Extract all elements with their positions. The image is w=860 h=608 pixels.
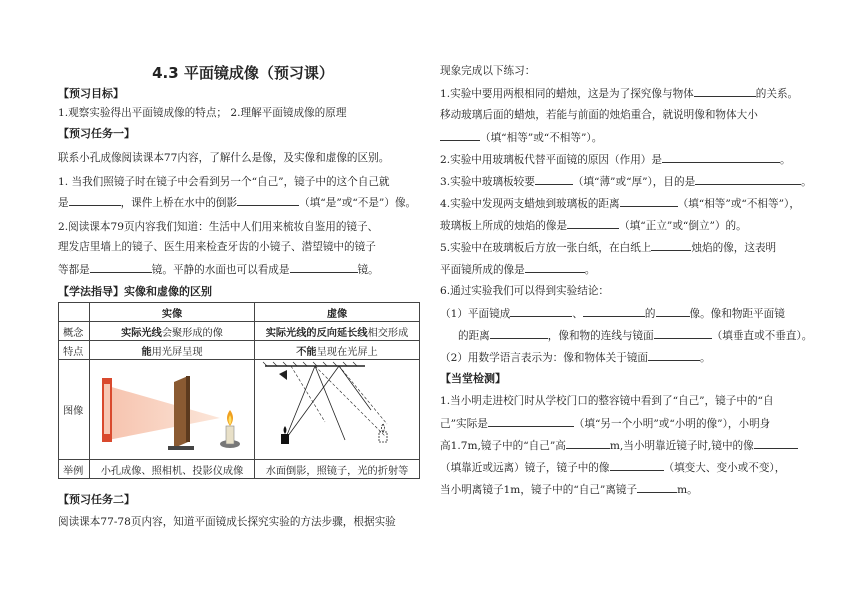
- row-label-image: 图像: [59, 360, 90, 460]
- mirror-reflection-illustration: [255, 360, 419, 456]
- feature-real: 能用光屏呈现: [90, 341, 255, 360]
- q2-text-2: 镜。平静的水面也可以看成是: [151, 264, 290, 276]
- q1-text-2: ，课件上桥在水中的倒影: [120, 197, 238, 209]
- conclusion-2: （2）用数学语言表示为：像和物体关于镜面 。: [440, 352, 711, 364]
- real-virtual-table: [58, 302, 420, 479]
- goal-heading: 【预习目标】: [58, 87, 124, 100]
- q1-text-3: （填“是”或“不是”）像。: [299, 197, 417, 209]
- example-virtual: 水面倒影，照镜子，光的折射等: [255, 460, 420, 479]
- question-2-line-1: 2.阅读课本79页内容我们知道：生活中人们用来梳妆自鉴用的镜子、: [58, 221, 379, 233]
- question-1-line-2: [58, 195, 416, 210]
- pinhole-projection-illustration: [90, 360, 254, 456]
- exercise-1-line-1: 1.实验中要用两根相同的蜡烛，这是为了探究像与物体 的关系。: [440, 88, 799, 100]
- exercise-4-line-2: 玻璃板上所成的烛焰的像是 （填“正立”或“倒立”）的。: [440, 220, 747, 232]
- table-row: [59, 341, 420, 360]
- answer-blank[interactable]: [90, 262, 152, 273]
- answer-blank[interactable]: [583, 306, 645, 317]
- page-title: 4.3 平面镜成像（预习课）: [152, 64, 334, 82]
- virtual-image-figure: [255, 360, 420, 460]
- answer-blank[interactable]: [566, 438, 610, 449]
- exercise-1-line-3: （填“相等”或“不相等”）。: [440, 130, 602, 145]
- concept-real: 实际光线会聚形成的像: [90, 322, 255, 341]
- task1-heading: 【预习任务一】: [58, 127, 135, 140]
- conclusion-1-line-2: 的距离 ，像和物的连线与镜面 （填垂直或不垂直）。: [458, 330, 813, 342]
- exercise-6: 6.通过实验我们可以得到实验结论：: [440, 285, 610, 297]
- task1-intro: 联系小孔成像阅读课本77内容，了解什么是像，及实像和虚像的区别。: [58, 152, 390, 164]
- check-1-line-4: （填靠近或远离）镜子，镜子中的像 （填变大、变小或不变），: [440, 462, 786, 474]
- answer-blank[interactable]: [637, 482, 677, 493]
- answer-blank[interactable]: [567, 218, 619, 229]
- concept-virtual: 实际光线的反向延长线相交形成: [255, 322, 420, 341]
- check-1-line-5: 当小明离镜子1m，镜子中的“自己”离镜子 m。: [440, 484, 698, 496]
- row-label-example: 举例: [59, 460, 90, 479]
- header-real: 实像: [90, 303, 255, 322]
- answer-blank[interactable]: [535, 174, 573, 185]
- feature-virtual: 不能呈现在光屏上: [255, 341, 420, 360]
- exercise-5-line-2: 平面镜所成的像是 。: [440, 264, 596, 276]
- table-row: [59, 303, 420, 322]
- q2-text-1: 等都是: [58, 264, 90, 276]
- answer-blank[interactable]: [620, 196, 678, 207]
- question-1-line-1: 1. 当我们照镜子时在镜子中会看到另一个“自己”，镜子中的这个自己就: [58, 176, 390, 188]
- answer-blank[interactable]: [237, 195, 299, 206]
- example-real: 小孔成像、照相机、投影仪成像: [90, 460, 255, 479]
- exercise-1-line-2: 移动玻璃后面的蜡烛，若能与前面的烛焰重合，就说明像和物体大小: [440, 109, 758, 121]
- q2-text-3: 镜。: [357, 264, 379, 276]
- answer-blank[interactable]: [654, 328, 712, 339]
- answer-blank[interactable]: [651, 240, 691, 251]
- conclusion-1-line-1: （1）平面镜成 、 的 像。像和物距平面镜: [440, 308, 785, 320]
- answer-blank[interactable]: [662, 152, 780, 163]
- real-image-figure: [90, 360, 255, 460]
- exercise-2: 2.实验中用玻璃板代替平面镜的原因（作用）是 。: [440, 154, 791, 166]
- row-label-concept: 概念: [59, 322, 90, 341]
- answer-blank[interactable]: [510, 306, 572, 317]
- answer-blank[interactable]: [290, 262, 358, 273]
- task2-heading: 【预习任务二】: [58, 493, 135, 506]
- question-2-line-2: 理发店里墙上的镜子、医生用来检查牙齿的小镜子、潜望镜中的镜子: [58, 241, 376, 253]
- table-row: [59, 322, 420, 341]
- answer-blank[interactable]: [694, 86, 756, 97]
- check-1-line-1: 1.当小明走进校门时从学校门口的整容镜中看到了“自己”，镜子中的“自: [440, 395, 774, 407]
- table-row: [59, 460, 420, 479]
- check-1-line-2: 己”实际是 （填“另一个小明”或“小明的像”），小明身: [440, 418, 771, 430]
- answer-blank[interactable]: [490, 328, 548, 339]
- guide-heading: 【学法指导】实像和虚像的区别: [58, 285, 212, 298]
- q1-text-1: 是: [58, 197, 69, 209]
- check-heading: 【当堂检测】: [440, 372, 506, 385]
- answer-blank[interactable]: [610, 460, 664, 471]
- table-row: [59, 360, 420, 460]
- row-label-feature: 特点: [59, 341, 90, 360]
- answer-blank[interactable]: [656, 306, 690, 317]
- exercise-3: 3.实验中玻璃板较要 （填“薄”或“厚”），目的是 。: [440, 176, 812, 188]
- goal-item: 1.观察实验得出平面镜成像的特点； 2.理解平面镜成像的原理: [58, 107, 347, 119]
- answer-blank[interactable]: [525, 262, 585, 273]
- exercise-4-line-1: 4.实验中发现两支蜡烛到玻璃板的距离 （填“相等”或“不相等”），: [440, 198, 800, 210]
- answer-blank[interactable]: [69, 195, 121, 206]
- check-1-line-3: 高1.7m,镜子中的“自己”高 m,当小明靠近镜子时,镜中的像: [440, 438, 798, 453]
- answer-blank[interactable]: [648, 350, 700, 361]
- answer-blank[interactable]: [488, 416, 574, 427]
- answer-blank[interactable]: [695, 174, 801, 185]
- answer-blank[interactable]: [754, 438, 798, 449]
- header-virtual: 虚像: [255, 303, 420, 322]
- task2-intro: 阅读课本77-78页内容，知道平面镜成长探究实验的方法步骤，根据实验: [58, 516, 396, 528]
- right-line-0: 现象完成以下练习：: [440, 65, 536, 77]
- exercise-5-line-1: 5.实验中在玻璃板后方放一张白纸，在白纸上 烛焰的像，这表明: [440, 242, 777, 254]
- question-2-line-3: [58, 262, 379, 277]
- answer-blank[interactable]: [440, 130, 480, 141]
